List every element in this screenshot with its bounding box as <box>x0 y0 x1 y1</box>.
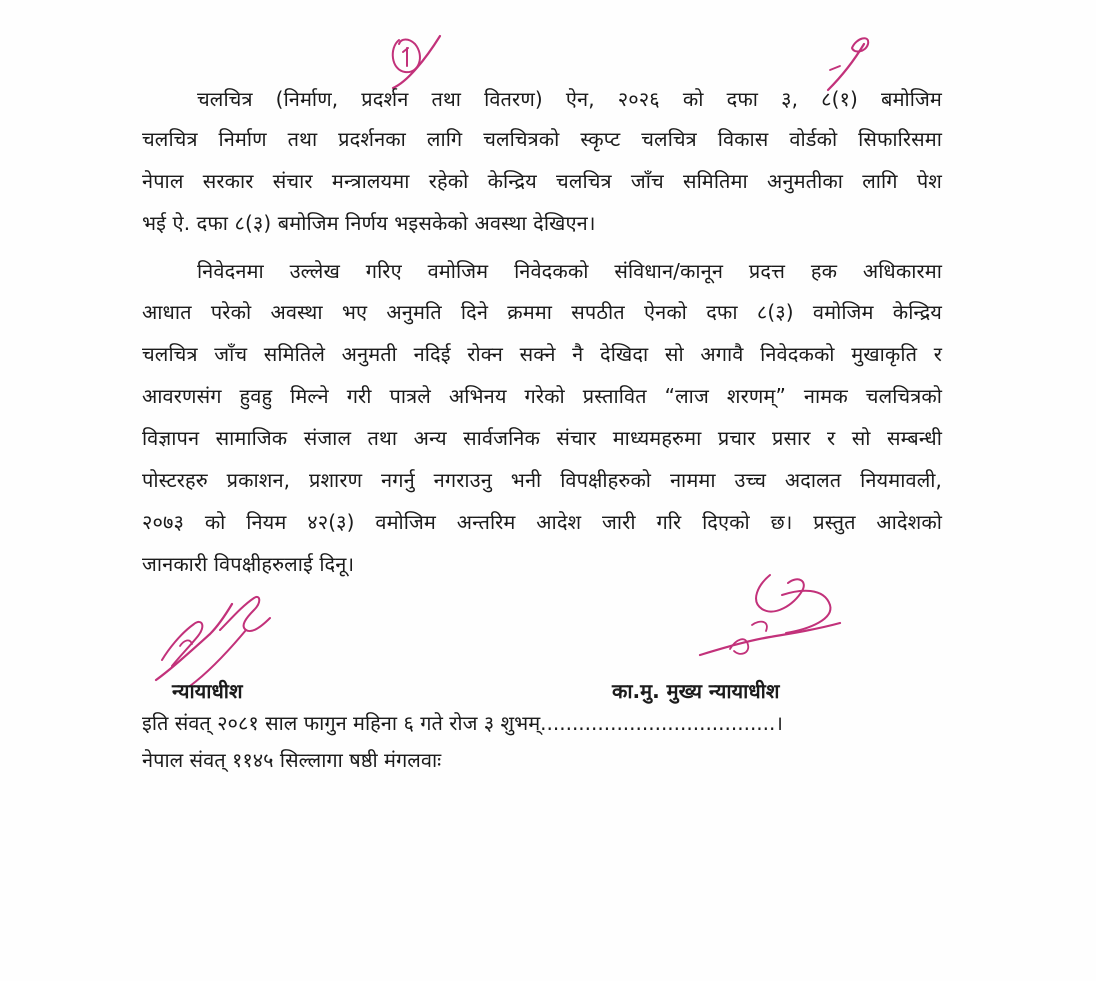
right-signatory-label: का.मु. मुख्य न्यायाधीश <box>612 679 780 703</box>
paragraph-1-line-1: चलचित्र (निर्माण, प्रदर्शन तथा वितरण) ऐन, २०२६ को दफा ३, ८(१) बमोजिम <box>197 87 942 111</box>
date-line-samvat: इति संवत् २०८१ साल फागुन महिना ६ गते रोज ३ शुभम्.....................................। <box>142 711 783 735</box>
paragraph-2-line-2: आधात परेको अवस्था भए अनुमति दिने क्रममा सपठीत ऐनको दफा ८(३) वमोजिम केन्द्रिय <box>142 300 942 324</box>
paragraph-2-line-5: विज्ञापन सामाजिक संजाल तथा अन्य सार्वजनिक संचार माध्यमहरुमा प्रचार प्रसार र सो सम्बन्धी <box>142 426 942 450</box>
paragraph-1-line-4: भई ऐ. दफा ८(३) बमोजिम निर्णय भइसकेको अवस्था देखिएन। <box>142 211 596 235</box>
paragraph-2-line-3: चलचित्र जाँच समितिले अनुमती नदिई रोक्न सक्ने नै देखिदा सो अगावै निवेदकको मुखाकृति र <box>142 342 942 366</box>
paragraph-2-line-8: जानकारी विपक्षीहरुलाई दिनू। <box>142 552 355 576</box>
paragraph-1-line-2: चलचित्र निर्माण तथा प्रदर्शनका लागि चलचित्रको स्कृप्ट चलचित्र विकास वोर्डको सिफारिसमा <box>142 127 942 151</box>
date-line-nepal-samvat: नेपाल संवत् ११४५ सिल्लागा षष्ठी मंगलवाः <box>142 748 442 772</box>
paragraph-1-line-3: नेपाल सरकार संचार मन्त्रालयमा रहेको केन्द्रिय चलचित्र जाँच समितिमा अनुमतीका लागि पेश <box>142 169 942 193</box>
paragraph-2-line-1: निवेदनमा उल्लेख गरिए वमोजिम निवेदकको संविधान/कानून प्रदत्त हक अधिकारमा <box>197 259 942 283</box>
left-signatory-label: न्यायाधीश <box>172 679 243 703</box>
paragraph-2-line-7: २०७३ को नियम ४२(३) वमोजिम अन्तरिम आदेश जारी गरि दिएको छ। प्रस्तुत आदेशको <box>142 510 942 534</box>
paragraph-2-line-6: पोस्टरहरु प्रकाशन, प्रशारण नगर्नु नगराउनु भनी विपक्षीहरुको नाममा उच्च अदालत नियमावली, <box>142 468 942 492</box>
paragraph-2-line-4: आवरणसंग हुवहु मिल्ने गरी पात्रले अभिनय गरेको प्रस्तावित “लाज शरणम्” नामक चलचित्रको <box>142 384 942 408</box>
right-signature <box>690 565 850 675</box>
